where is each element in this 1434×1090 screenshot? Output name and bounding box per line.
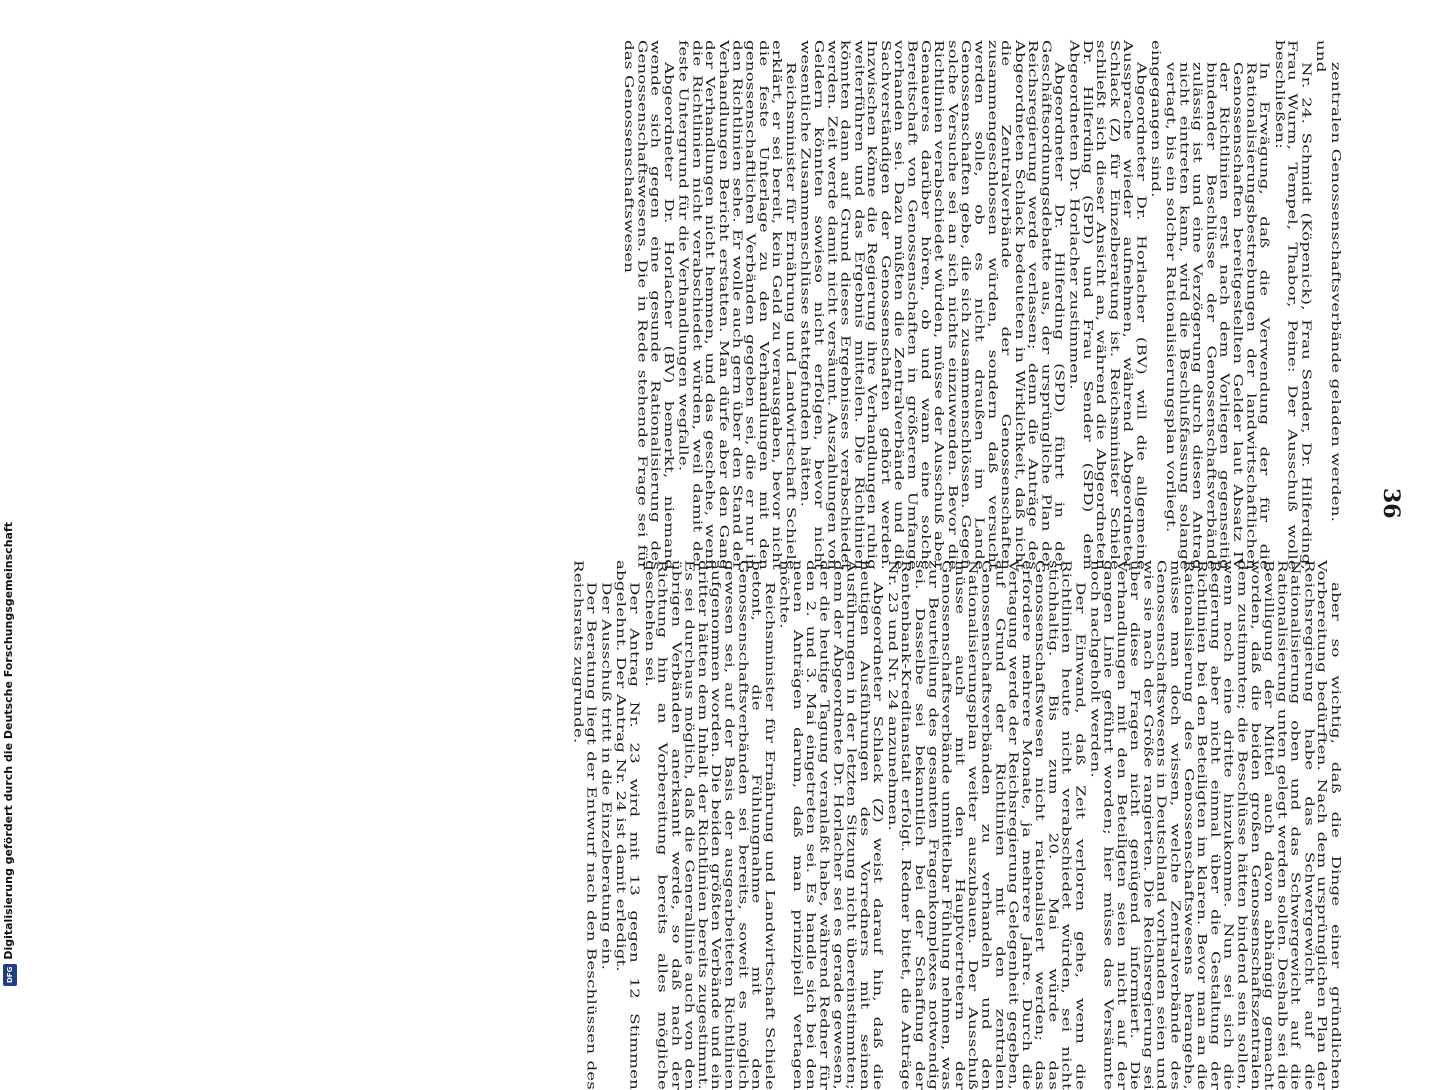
paragraph: Der Antrag Nr. 23 wird mit 13 gegen 12 Stimmen abgelehnt. Der Antrag Nr. 24 ist damit erledigt. [614,560,642,1090]
paragraph: eingegangen sind. [1149,40,1164,198]
paragraph: Abgeordneter Dr. Hilferding (SPD) führt in der Geschäftsordnungsdebatte aus, der ursprüngliche Plan der Reichsregierung werde verlassen; denn die Anträge des Abgeordneten Schlack bedeuteten in Wirklichkeit, daß nicht die Zentralverbände der Genossenschaften zusammengeschlossen würden, sondern daß versucht werden solle, ob es nicht draußen im Lande Genossenschaften gebe, die sich zusammenschlössen. Gegen solche Versuche sei an sich nichts einzuwenden. Bevor die Richtlinien verabschiedet würden, müsse der Ausschuß aber Genaueres darüber hören, ob und wann eine solche Bereitschaft von Genossenschaften in größerem Umfange vorhanden sei. Dazu müßten die Zentralverbände und die Sachverständigen der Genossenschaften gehört werden. Inzwischen könne die Regierung ihre Verhandlungen ruhig weiterführen und das Ergebnis mitteilen. Die Richtlinien könnten dann auf Grund dieses Ergebnisses verabschiedet werden. Zeit werde damit nicht versäumt. Auszahlungen von Geldern könnten sowieso nicht erfolgen, bevor nicht wesentliche Zusammenschlüsse stattgefunden hätten. [798,40,1067,570]
paragraph: In Erwägung, daß die Verwendung der für die Rationalisierungsbestrebungen der landwirtschaftlichen Genossenschaften bereitgestellten Gelder laut Absatz IV der Richtlinien erst nach dem Vorliegen gegenseitig bindender Beschlüsse der Genossenschaftsverbände zulässig ist und eine Verzögerung durch diesen Antrag nicht eintreten kann, wird die Beschlußfassung solange vertagt, bis ein solcher Rationalisierungsplan vorliegt. [1164,62,1272,570]
paragraph: Reichsminister für Ernährung und Landwirtschaft Schiele erklärt, er sei bereit, kein Geld zu verausgaben, bevor nicht die feste Unterlage zu den Verhandlungen mit den genossenschaftlichen Verbänden gegeben sei, die er nur in den Richtlinien sehe. Er wolle auch gern über den Stand der Verhandlungen Bericht erstatten. Man dürfe aber den Gang der Verhandlungen nicht hemmen, und das geschehe, wenn die Richtlinien nicht verabschiedet würden, weil damit der feste Untergrund für die Verhandlungen wegfalle. [676,40,798,570]
left-column [620,40,1342,570]
footer-credit: Digitalisierung gefördert durch die Deutsche Forschungsgemeinschaft [2,522,15,960]
paragraph: Der Einwand, daß Zeit verloren gehe, wenn die Richtlinien heute nicht verabschiedet würden, sei nicht stichhaltig. Bis zum 20. Mai würde das Genossenschaftswesen nicht rationalisiert werden; das erfordere mehrere Monate, ja mehrere Jahre. Durch die Vertagung werde der Reichsregierung Gelegenheit gegeben, auf Grund der Richtlinien mit den zentralen Genossenschaftsverbänden zu verhandeln und den Nationalisierungsplan weiter auszubauen. Der Ausschuß müsse auch mit den Hauptvertretern der Genossenschaftsverbände unmittelbar Fühlung nehmen, was zur Beurteilung des gesamten Fragenkomplexes notwendig sei. Dasselbe sei bekanntlich bei der Schaffung der Rentenbank-Kreditanstalt erfolgt. Redner bittet, die Anträge Nr. 23 und Nr. 24 anzunehmen. [886,560,1088,1090]
paragraph: Der Beratung liegt der Entwurf nach den Beschlüssen des Reichsrats zugrunde. [571,560,599,1090]
dfg-logo-icon: DFG [3,964,17,986]
paragraph: Abgeordneter Dr. Horlacher (BV) will die allgemeine Aussprache wieder aufnehmen, während Abgeordneter Schlack (Z) für Einzelberatung ist. Reichsminister Schiele schließt sich dieser Ansicht an, während die Abgeordneten Dr. Hilferding (SPD) und Frau Sender (SPD) dem Abgeordneten Dr. Horlacher zustimmen. [1067,40,1149,570]
paragraph: Abgeordneter Schlack (Z) weist darauf hin, daß die heutigen Ausführungen des Vorredners mit seinen Ausführungen in der letzten Sitzung nicht übereinstimmten; denn der Abgeordnete Dr. Horlacher sei es gerade gewesen, der die heutige Tagung veranlaßt habe, während Redner für den 2. und 3. Mai eingetreten sei. Es handle sich bei den neuen Anträgen darum, daß man prinzipiell vertagen möchte. [777,560,886,1090]
paragraph: und [1314,40,1328,73]
paragraph: zentralen Genossenschaftsverbände geladen werden. [1329,62,1343,523]
paragraph: Nr. 24. Schmidt (Köpenick), Frau Sender, Dr. Hilferding, Frau Wurm, Tempel, Thabor, Peine: Der Ausschuß wolle beschließen: [1272,40,1314,570]
paragraph: Der Ausschuß tritt in die Einzelberatung ein. [599,582,614,971]
paragraph: Abgeordneter Dr. Horlacher (BV) bemerkt, niemand wende sich gegen eine gesunde Rationalisierung des Genossenschaftswesens. Die in Rede stehende Frage sei für das Genossenschaftswesen [621,40,676,570]
paragraph: Reichsminister für Ernährung und Landwirtschaft Schiele betont, die Fühlungnahme mit den Genossenschaftsverbänden sei bereits, soweit es möglich gewesen sei, auf der Basis der ausgearbeiteten Richtlinien aufgenommen worden. Die beiden größten Verbände und ein dritter hätten dem Inhalt der Richtlinien bereits zugestimmt. Es sei durchaus möglich, daß die Generallinie auch von den übrigen Verbänden anerkannt werde, so daß nach der Richtung hin an Vorbereitung bereits alles mögliche geschehen sei. [642,560,777,1090]
right-column [569,560,1342,1090]
page-number: 36 [1378,488,1404,519]
footer [2,4,18,994]
paragraph: aber so wichtig, daß die Dinge einer gründlichen Vorbereitung bedürften. Nach dem ursprünglichen Plan der Reichsregierung habe das Schwergewicht auf die Nationalisierung oben und das Schwergewicht auf die Rationalisierung unten gelegt werden sollen. Deshalb sei die Bewilligung der Mittel auch davon abhängig gemacht worden, daß die beiden großen Genossenschaftszentralen dem zustimmten; die Beschlüsse hätten bindend sein sollen, wenn noch eine dritte hinzukomme. Nun sei sich die Regierung aber nicht einmal über die Gestaltung der Richtlinien bei den Beteiligten im klaren. Bevor man an die Rationalisierung des Genossenschaftswesens herangehe, müsse man doch wissen, welche Zentralverbände des Genossenschaftswesens in Deutschland vorhanden seien und wie sie nach der Größe rangierten. Die Reichsregierung sei über diese Fragen nicht genügend informiert. Die Verhandlungen mit den Beteiligten seien nicht auf der gangen Linie geführt worden; hier müsse das Versäumte noch nachgeholt werden. [1088,560,1343,1090]
